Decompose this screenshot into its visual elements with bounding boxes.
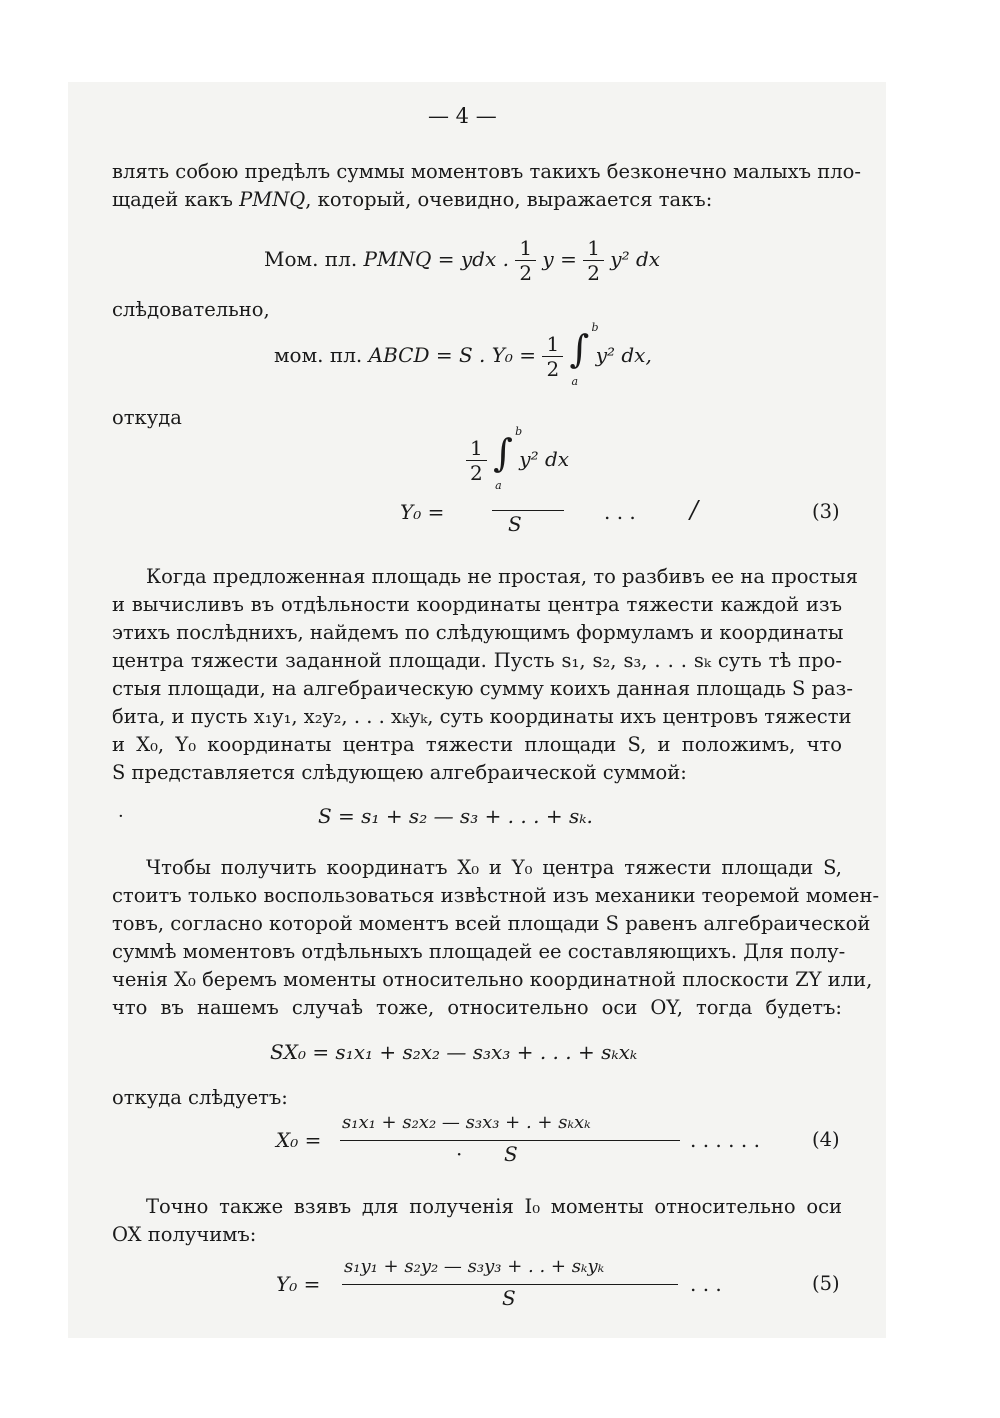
text-line: и X₀, Y₀ координаты центра тяжести площади S, и положимъ, что (112, 733, 842, 756)
equation-1 (264, 236, 660, 285)
text-line: бита, и пусть x₁y₁, x₂y₂, . . . xₖyₖ, суть координаты ихъ центровъ тяжести (112, 705, 852, 728)
text-line: откуда (112, 406, 182, 429)
fraction (542, 332, 563, 381)
fraction-denominator: 2 (519, 261, 533, 285)
eq-prefix: мом. пл. (274, 343, 363, 367)
fraction-denominator: 2 (546, 357, 560, 381)
eq-lhs: X₀ = (276, 1128, 322, 1152)
eq-denominator: S (508, 512, 522, 536)
text-line: и вычисливъ въ отдѣльности координаты центра тяжести каждой изъ (112, 593, 842, 616)
fraction (515, 236, 536, 285)
text-line: Когда предложенная площадь не простая, то разбивъ ее на простыя (146, 565, 858, 588)
text-line: товъ, согласно которой моментъ всей площади S равенъ алгебраической (112, 912, 871, 935)
text-span: , который, очевидно, выражается такъ: (305, 188, 713, 211)
pen-mark: / (690, 496, 699, 524)
integral-sign: ∫ b a (569, 321, 599, 388)
text-line: Чтобы получить координатъ X₀ и Y₀ центра тяжести площади S, (146, 856, 842, 879)
text-line: суммѣ моментовъ отдѣльныхъ площадей ее составляющихъ. Для полу- (112, 940, 846, 963)
eq-tail: y² dx (610, 247, 661, 271)
integral-sign: ∫ b a (493, 425, 523, 492)
eq-denominator: S (502, 1286, 516, 1310)
text-line: влять собою предѣлъ суммы моментовъ такихъ безконечно малыхъ пло- (112, 160, 861, 183)
text-line: ченія X₀ беремъ моменты относительно координатной плоскости ZY или, (112, 968, 873, 991)
equation-2 (274, 321, 652, 388)
page-number: — 4 — (428, 104, 497, 128)
integral-lower-limit: a (571, 375, 579, 388)
equation-3-numerator (466, 425, 570, 492)
stray-mark: · (118, 806, 124, 827)
eq-denominator: S (504, 1142, 518, 1166)
eq-numerator: s₁y₁ + s₂y₂ — s₃y₃ + . . + sₖyₖ (344, 1256, 605, 1277)
fraction-bar (340, 1140, 680, 1141)
eq-mid: = S . Y₀ = (435, 343, 537, 367)
text-line: что въ нашемъ случаѣ тоже, относительно оси OY, тогда будетъ: (112, 996, 842, 1019)
equation-sum: S = s₁ + s₂ — s₃ + . . . + sₖ. (318, 804, 593, 828)
eq-lhs: Y₀ = (276, 1272, 321, 1296)
text-line: S представляется слѣдующею алгебраической суммой: (112, 761, 687, 784)
equation-number: (3) (812, 500, 840, 523)
text-line: этихъ послѣднихъ, найдемъ по слѣдующимъ формуламъ и координаты (112, 621, 844, 644)
text-line: слѣдовательно, (112, 298, 270, 321)
eq-dots: . . . . . . (690, 1128, 760, 1152)
fraction-numerator: 1 (583, 236, 604, 261)
eq-mid: y = (542, 247, 577, 271)
stray-mark: · (456, 1142, 463, 1166)
eq-prefix: Мом. пл. (264, 247, 358, 271)
fraction-numerator: 1 (466, 436, 487, 461)
fraction-denominator: 2 (587, 261, 600, 285)
equation-number: (5) (812, 1272, 840, 1295)
eq-tail: y² dx, (595, 343, 652, 367)
math-var: ABCD (368, 343, 430, 367)
integral-upper-limit: b (515, 425, 523, 438)
text-line: Точно также взявъ для полученія I₀ моменты относительно оси (146, 1195, 842, 1218)
eq-lhs: Y₀ = (400, 500, 445, 524)
eq-dots: . . . (690, 1272, 722, 1296)
math-var: PMNQ (363, 247, 432, 271)
eq-dots: . . . (604, 500, 636, 524)
fraction-denominator: 2 (470, 461, 483, 485)
integral-lower-limit: a (495, 479, 502, 492)
text-span: щадей какъ (112, 188, 233, 211)
math-var: PMNQ (239, 188, 306, 211)
integral-upper-limit: b (591, 321, 599, 334)
eq-numerator: s₁x₁ + s₂x₂ — s₃x₃ + . + sₖxₖ (342, 1112, 591, 1133)
fraction-bar (492, 510, 564, 511)
text-line: откуда слѣдуетъ: (112, 1086, 288, 1109)
fraction-numerator: 1 (542, 332, 563, 357)
text-line: центра тяжести заданной площади. Пусть s₁, s₂, s₃, . . . sₖ суть тѣ про- (112, 649, 842, 672)
equation-3-lhs (400, 500, 444, 524)
text-line: OX получимъ: (112, 1223, 257, 1246)
text-line: стоитъ только воспользоваться извѣстной изъ механики теоремой момен- (112, 884, 880, 907)
fraction (466, 436, 487, 485)
equation-number: (4) (812, 1128, 840, 1151)
fraction-bar (342, 1284, 678, 1285)
equation-sx: SX₀ = s₁x₁ + s₂x₂ — s₃x₃ + . . . + sₖxₖ (270, 1040, 638, 1064)
eq-tail: y² dx (519, 447, 570, 471)
eq-mid: = ydx . (437, 247, 509, 271)
text-line (112, 186, 842, 214)
fraction-numerator: 1 (515, 236, 536, 261)
fraction (583, 236, 604, 285)
text-line: стыя площади, на алгебраическую сумму коихъ данная площадь S раз- (112, 677, 853, 700)
